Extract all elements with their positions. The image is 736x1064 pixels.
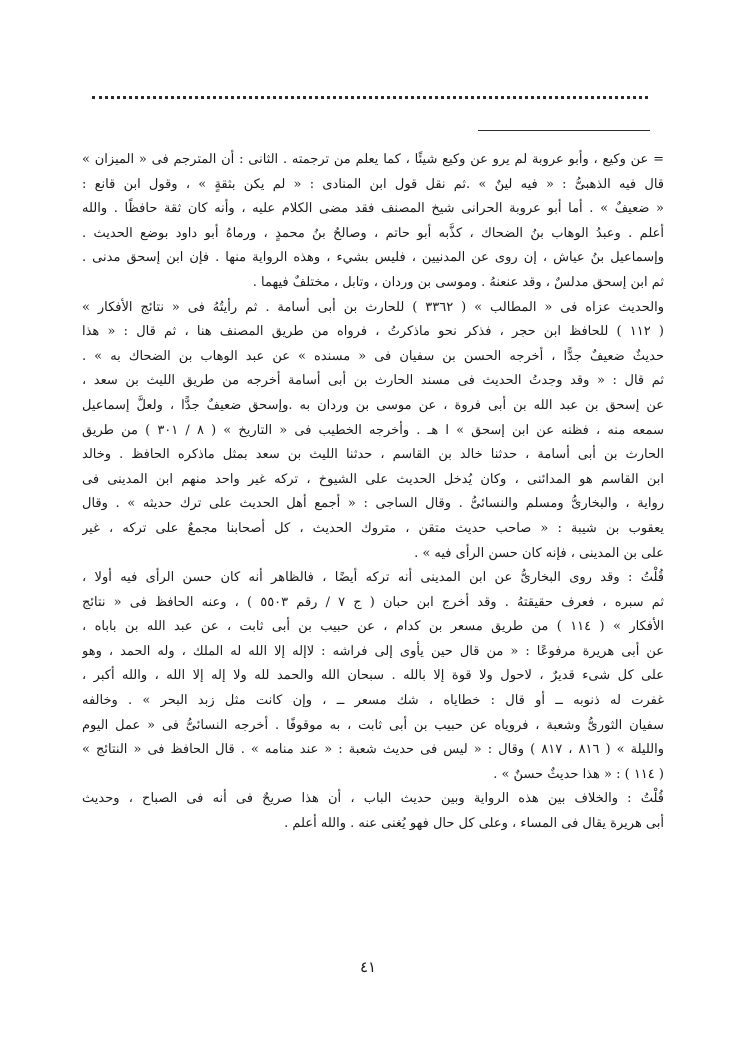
text-line-10: ثم قال : « وقد وجدتُ الحديث فى مسند الحارث بن أبى أسامة أخرجه من طريق الليث بن سعد ، [82, 373, 664, 389]
text-line-22: على كل شىء قديرٌ ، لاحول ولا قوة إلا بالله . سبحان الله والحمد لله ولا إله إلا الله ، والله أكبر ، [82, 668, 664, 684]
text-line-15: رواية ، والبخارىُّ ومسلم والنسائىُّ . وقال الساجى : « أجمع أهل الحديث على ترك حديثه » . وقال [82, 496, 664, 512]
footnote-separator [478, 130, 650, 131]
text-line-13: الحارث بن أبى أسامة ، حدثنا خالد بن القاسم ، حدثنا الليث بن سعد بمثل ماذكره الحافظ . وخالد [82, 447, 664, 463]
text-line-14: ابن القاسم هو المدائنى ، وكان يُدخل الحديث على الشيوخ ، تركه غير واحد منهم ابن المدينى فى [82, 471, 664, 487]
text-line-1: = عن وكيع ، وأبو عروبة لم يرو عن وكيع شيئًا ، كما يعلم من ترجمته . الثانى : أن المترجم فى « الميزان » [82, 152, 664, 167]
text-line-19: ثم سبره ، فعرف حقيقتهُ . وقد أخرج ابن حبان ( ج ٧ / رقم ٥٥٠٣ ) ، وعنه الحافظ فى « نتائج [82, 594, 664, 610]
page-number: ٤١ [359, 958, 377, 976]
text-line-7: والحديث عزاه فى « المطالب » ( ٣٣٦٢ ) للحارث بن أبى أسامة . ثم رأيتُهُ فى « نتائج الأفكار » [82, 299, 664, 315]
text-line-11: عن إسحق بن عبد الله بن أبى فروة ، عن موسى بن وردان به .وإسحق ضعيفٌ جدًّا ، ولعلَّ إسماعيل [82, 397, 664, 413]
text-line-3: « ضعيفٌ » . أما أبو عروبة الحرانى شيخ المصنف فقد مضى الكلام عليه ، وأنه كان ثقة حافظًا . والله [82, 201, 664, 217]
text-line-20: الأفكار » ( ١١٤ ) من طريق مسعر بن كدام ، عن حبيب بن أبى ثابت ، عن عبد الله بن باباه ، [82, 619, 664, 635]
text-line-2: قال فيه الذهبىُّ : « فيه لينٌ » .ثم نقل قول ابن المنادى : « لم يكن بثقةٍ » ، وقول ابن قانع : [82, 176, 664, 192]
page-body [82, 148, 664, 837]
header-dotted-rule [92, 96, 648, 99]
text-line-6: ثم ابن إسحق مدلسٌ ، وقد عنعنهُ . وموسى بن وردان ، وتابل ، مختلفٌ فيهما . [252, 274, 664, 290]
text-line-12: سمعه منه ، فظنه عن ابن إسحق » ا هـ . وأخرجه الخطيب فى « التاريخ » ( ٨ / ٣٠١ ) من طريق [82, 422, 664, 438]
text-line-8: ( ١١٢ ) للحافظ ابن حجر ، فذكر نحو ماذكرتُ ، فرواه من طريق المصنف هنا ، ثم قال : « هذا [82, 324, 664, 340]
text-line-17: على بن المدينى ، فإنه كان حسن الرأى فيه » . [414, 545, 664, 561]
text-line-21: عن أبى هريرة مرفوعًا : « من قال حين يأوى إلى فراشه : لاإله إلا الله له الملك ، وله الحمد ، وهو [82, 643, 664, 659]
text-line-24: سفيان الثورىُّ وشعبة ، فروياه عن حبيب بن أبى ثابت ، به موقوفًا . أخرجه النسائىُّ فى « عمل اليوم [82, 717, 664, 733]
text-line-23: غفرت له ذنوبه ــ أو قال : خطاياه ، شك مسعر ــ ، وإن كانت مثل زبد البحر » . وخالفه [82, 693, 664, 709]
text-line-26: ( ١١٤ ) : « هذا حديثٌ حسنٌ » . [493, 766, 664, 782]
text-line-9: حديثٌ ضعيفٌ جدًّا ، أخرجه الحسن بن سفيان فى « مسنده » عن عبد الوهاب بن الضحاك به » . [82, 348, 664, 364]
text-line-5: وإسماعيل بنُ عياش ، إن روى عن المدنيين ، فليس بشيء ، وهذه الرواية منها . فإن ابن إسحق مدنى . [82, 250, 664, 266]
text-line-28: أبى هريرة يقال فى المساء ، وعلى كل حال فهو يُغنى عنه . والله أعلم . [284, 816, 664, 832]
text-line-25: والليلة » ( ٨١٦ ، ٨١٧ ) وقال : « ليس فى حديث شعبة : « عند منامه » . قال الحافظ فى « النتائج » [82, 742, 664, 758]
text-line-27: قُلْتُ : والخلاف بين هذه الرواية وبين حديث الباب ، أن هذا صريحٌ فى أنه فى الصباح ، وحديث [82, 791, 664, 807]
text-line-16: يعقوب بن شيبة : « صاحب حديث متقن ، متروك الحديث ، كل أصحابنا مجمعٌ على تركه ، غير [82, 520, 664, 536]
text-line-18: قُلْتُ : وقد روى البخارىُّ عن ابن المدينى أنه تركه أيضًا ، فالظاهر أنه كان حسن الرأى فيه أولا ، [82, 570, 664, 586]
text-line-4: أعلم . وعبدُ الوهاب بنُ الضحاك ، كذَّبه أبو حاتم ، وصالحُ بنُ محمدٍ ، ورماهُ أبو داود بوضع الحديث . [82, 225, 664, 241]
